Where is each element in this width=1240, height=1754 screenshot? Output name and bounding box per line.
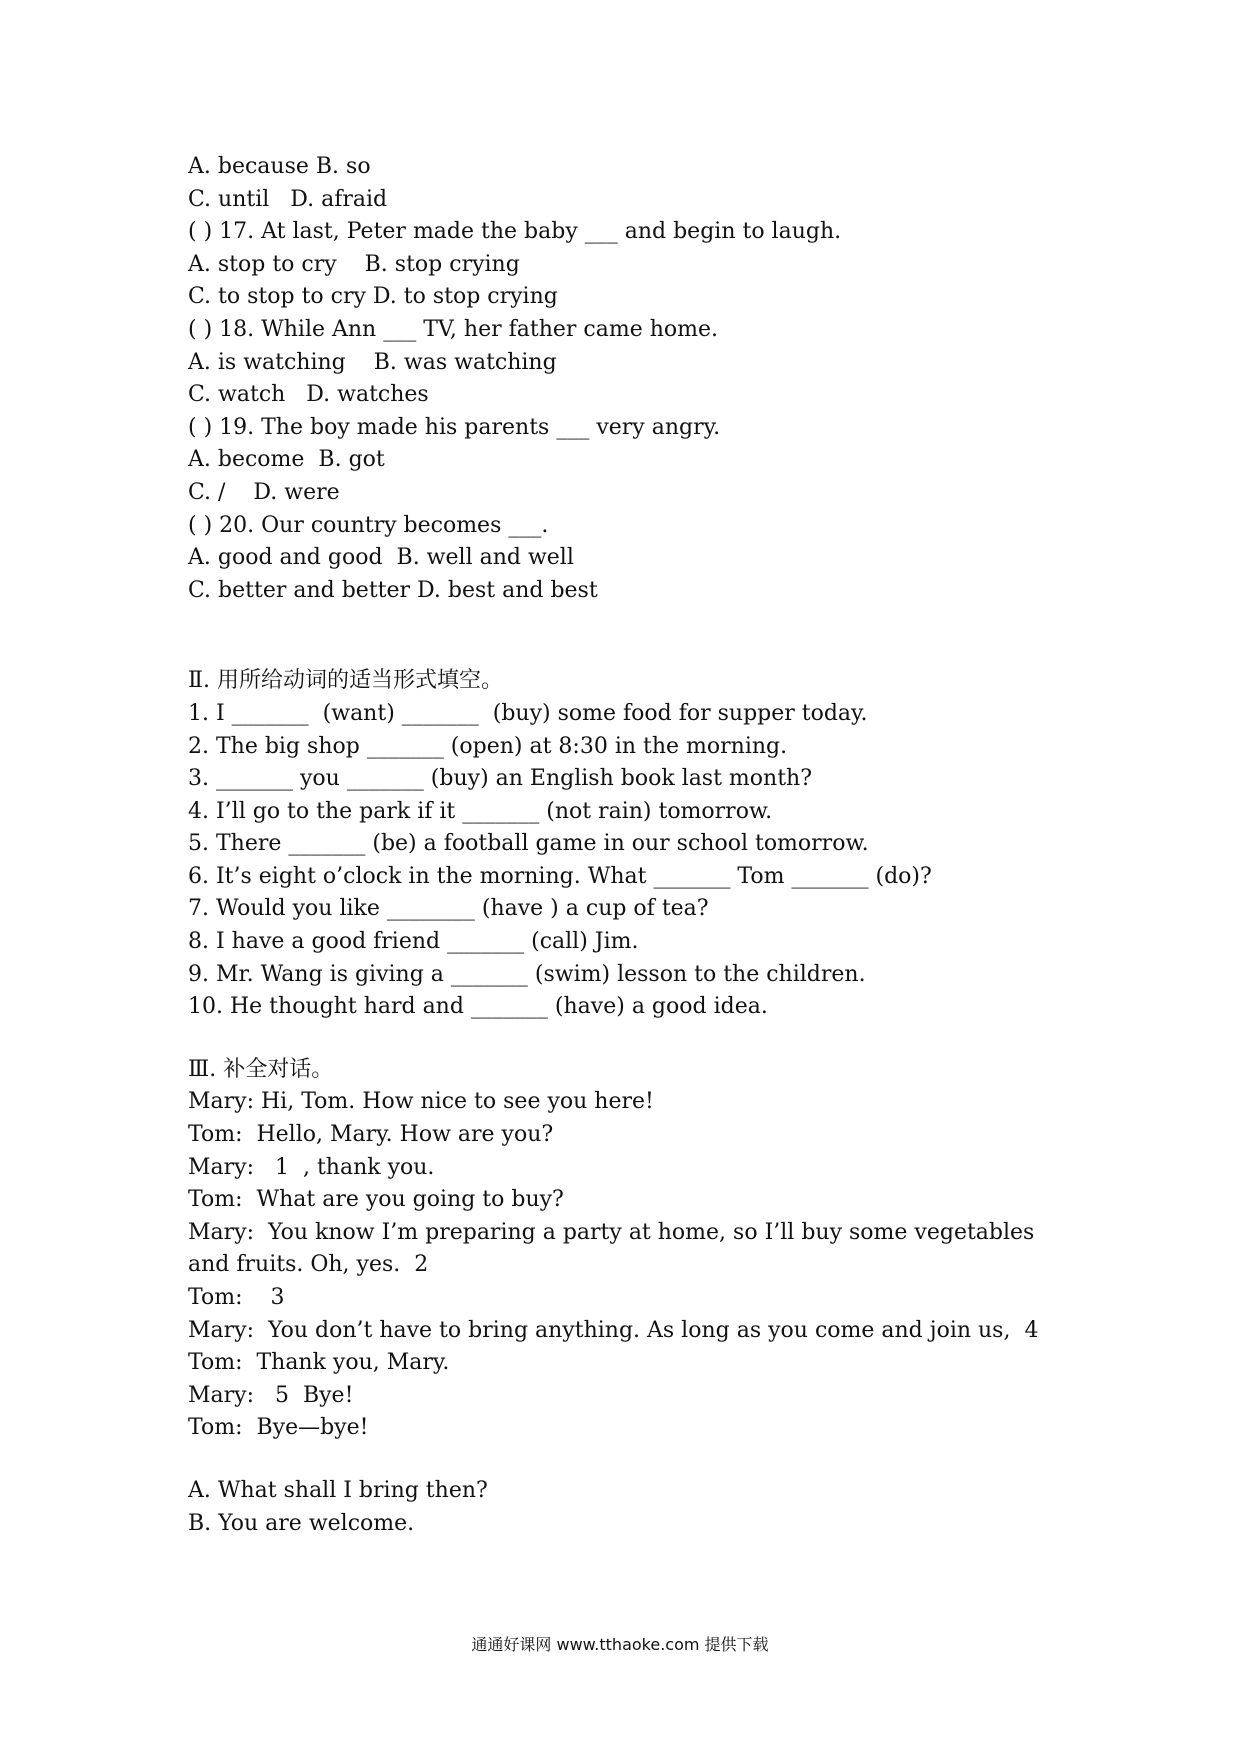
spacer	[188, 1445, 1068, 1475]
question-item: 2. The big shop _______ (open) at 8:30 in the morning.	[188, 733, 788, 759]
mc-line: ( ) 17. At last, Peter made the baby ___ and begin to laugh.	[188, 219, 842, 245]
question-item: 9. Mr. Wang is giving a _______ (swim) lesson to the children.	[188, 961, 866, 987]
dialogue-line: Tom: Bye—bye!	[188, 1415, 369, 1441]
question-item: 3. _______ you _______ (buy) an English book last month?	[188, 766, 813, 792]
mc-line: C. better and better D. best and best	[188, 577, 598, 603]
spacer	[188, 607, 1068, 665]
mc-line: A. good and good B. well and well	[188, 545, 574, 571]
answer-option: B. You are welcome.	[188, 1510, 415, 1536]
mc-line: A. because B. so	[188, 154, 371, 179]
spacer	[188, 1024, 1068, 1054]
answer-option: A. What shall I bring then?	[188, 1477, 488, 1503]
question-item: 7. Would you like ________ (have ) a cup of tea?	[188, 896, 709, 922]
dialogue-line: Tom: 3	[188, 1285, 285, 1310]
verb-form-section	[188, 665, 1068, 1024]
mc-line: C. watch D. watches	[188, 382, 429, 408]
mc-line: ( ) 20. Our country becomes ___.	[188, 512, 549, 538]
dialogue-line: Mary: You know I’m preparing a party at home, so I’ll buy some vegetables and fruits. Oh, yes. 2	[188, 1219, 1042, 1278]
question-item: 1. I _______ (want) _______ (buy) some food for supper today.	[188, 700, 868, 726]
dialogue-line: Mary: You don’t have to bring anything. As long as you come and join us, 4	[188, 1317, 1039, 1343]
question-item: 10. He thought hard and _______ (have) a good idea.	[188, 994, 768, 1020]
section-heading: Ⅲ. 补全对话。	[188, 1056, 334, 1082]
dialogue-line: Tom: Hello, Mary. How are you?	[188, 1122, 554, 1148]
mc-line: ( ) 18. While Ann ___ TV, her father came home.	[188, 316, 719, 342]
question-item: 4. I’ll go to the park if it _______ (not rain) tomorrow.	[188, 798, 773, 824]
worksheet-page	[188, 151, 1068, 1540]
dialogue-line: Mary: 1 , thank you.	[188, 1154, 435, 1180]
dialogue-line: Mary: 5 Bye!	[188, 1382, 354, 1408]
dialogue-section	[188, 1054, 1068, 1540]
question-item: 8. I have a good friend _______ (call) Jim.	[188, 929, 639, 955]
section-heading: Ⅱ. 用所给动词的适当形式填空。	[188, 668, 503, 694]
question-item: 5. There _______ (be) a football game in our school tomorrow.	[188, 831, 869, 857]
mc-line: C. until D. afraid	[188, 186, 388, 212]
multiple-choice-section	[188, 151, 1068, 607]
mc-line: ( ) 19. The boy made his parents ___ very angry.	[188, 414, 721, 440]
dialogue-line: Tom: Thank you, Mary.	[188, 1350, 450, 1376]
mc-line: C. to stop to cry D. to stop crying	[188, 284, 558, 310]
dialogue-line: Tom: What are you going to buy?	[188, 1187, 564, 1213]
mc-line: A. stop to cry B. stop crying	[188, 251, 520, 277]
mc-line: A. is watching B. was watching	[188, 349, 557, 375]
page-footer: 通通好课网 www.tthaoke.com 提供下载	[471, 1635, 769, 1654]
mc-line: C. / D. were	[188, 479, 340, 505]
mc-line: A. become B. got	[188, 447, 385, 473]
dialogue-line: Mary: Hi, Tom. How nice to see you here!	[188, 1089, 654, 1115]
question-item: 6. It’s eight o’clock in the morning. What _______ Tom _______ (do)?	[188, 863, 932, 889]
